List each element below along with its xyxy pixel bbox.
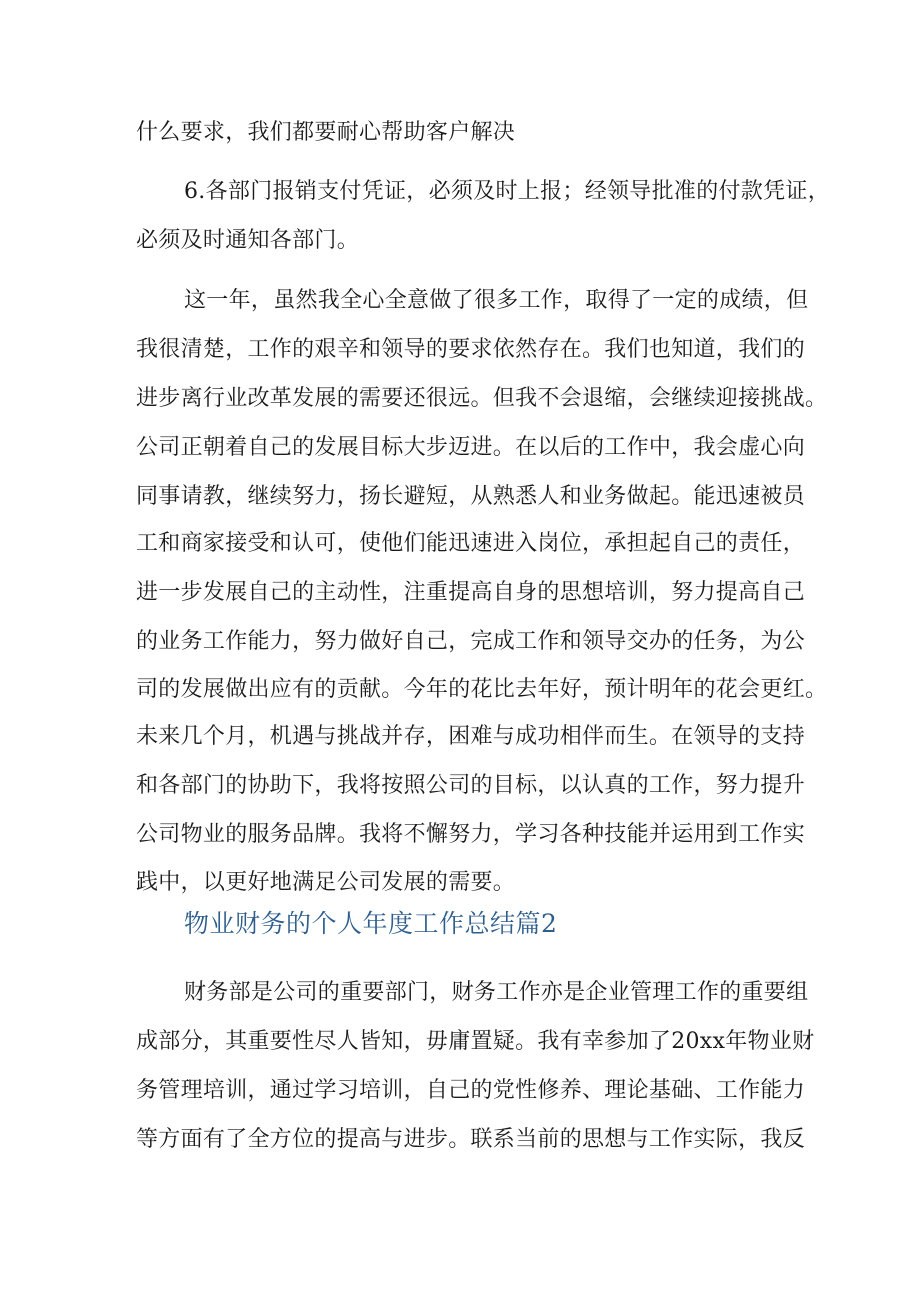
- paragraph-line: 未来几个月，机遇与挑战并存，困难与成功相伴而生。在领导的支持: [136, 724, 806, 749]
- paragraph-line: 公司物业的服务品牌。我将不懈努力，学习各种技能并运用到工作实: [136, 822, 806, 847]
- paragraph-line: 务管理培训，通过学习培训，自己的党性修养、理论基础、工作能力: [136, 1078, 806, 1103]
- paragraph-line: 司的发展做出应有的贡献。今年的花比去年好，预计明年的花会更红。: [136, 677, 828, 702]
- paragraph-line: 成部分，其重要性尽人皆知，毋庸置疑。我有幸参加了20xx年物业财: [136, 1029, 815, 1054]
- paragraph-line: 6.各部门报销支付凭证，必须及时上报；经领导批准的付款凭证，: [184, 179, 830, 204]
- paragraph-line: 和各部门的协助下，我将按照公司的目标，以认真的工作，努力提升: [136, 773, 806, 798]
- section-heading: 物业财务的个人年度工作总结篇2: [184, 909, 558, 938]
- paragraph-line: 我很清楚，工作的艰辛和领导的要求依然存在。我们也知道，我们的: [136, 337, 806, 362]
- paragraph-line: 同事请教，继续努力，扬长避短，从熟悉人和业务做起。能迅速被员: [136, 484, 806, 509]
- paragraph-line: 这一年，虽然我全心全意做了很多工作，取得了一定的成绩，但: [184, 288, 809, 313]
- paragraph-line: 公司正朝着自己的发展目标大步迈进。在以后的工作中，我会虚心向: [136, 435, 806, 460]
- paragraph-line: 必须及时通知各部门。: [136, 228, 360, 253]
- paragraph-line: 的业务工作能力，努力做好自己，完成工作和领导交办的任务，为公: [136, 629, 806, 654]
- paragraph-line: 等方面有了全方位的提高与进步。联系当前的思想与工作实际，我反: [136, 1127, 806, 1152]
- paragraph-line: 进一步发展自己的主动性，注重提高自身的思想培训，努力提高自己: [136, 580, 806, 605]
- paragraph-line: 践中，以更好地满足公司发展的需要。: [136, 870, 516, 895]
- paragraph-line: 工和商家接受和认可，使他们能迅速进入岗位，承担起自己的责任，: [136, 531, 806, 556]
- paragraph-line: 财务部是公司的重要部门，财务工作亦是企业管理工作的重要组: [184, 980, 809, 1005]
- paragraph-line: 进步离行业改革发展的需要还很远。但我不会退缩，会继续迎接挑战。: [136, 386, 828, 411]
- paragraph-line: 什么要求，我们都要耐心帮助客户解决: [136, 120, 516, 145]
